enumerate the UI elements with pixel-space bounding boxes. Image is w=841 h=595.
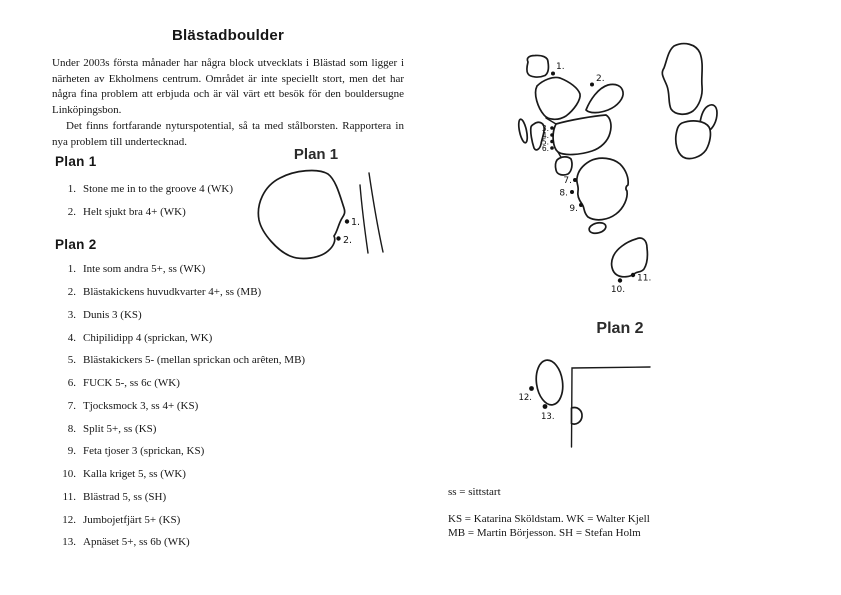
route-marker-dot [550, 126, 554, 130]
plan2-overview-map [498, 28, 733, 303]
route-number: 12. [62, 513, 76, 526]
list-item [52, 463, 382, 486]
route-name: Stone me in to the groove 4 (WK) [83, 182, 233, 195]
route-marker-dot [631, 273, 635, 277]
route-marker-label: 1. [351, 217, 361, 228]
route-name: Blästakickens huvudkvarter 4+, ss (MB) [83, 286, 262, 299]
list-item [52, 372, 382, 395]
route-marker-dot [618, 278, 622, 282]
boulder-outline [588, 221, 607, 235]
route-marker-label: 12. [518, 393, 532, 403]
route-marker-label: 1. [556, 62, 565, 72]
list-item [52, 304, 382, 327]
route-number: 2. [67, 286, 76, 299]
legend [448, 485, 650, 541]
route-marker-dot [570, 190, 574, 194]
plan1-heading: Plan 1 [55, 154, 97, 169]
route-name: Chipilidipp 4 (sprickan, WK) [83, 331, 213, 344]
route-marker-dot [551, 72, 555, 76]
wall-knob [572, 408, 583, 425]
list-item [52, 440, 382, 463]
route-marker-label: 11. [637, 273, 652, 284]
route-number: 3. [67, 308, 76, 321]
route-name: Split 5+, ss (KS) [83, 422, 157, 435]
route-name: Feta tjoser 3 (sprickan, KS) [83, 445, 205, 458]
list-item [52, 531, 382, 554]
route-name: Blästrad 5, ss (SH) [83, 490, 167, 503]
list-item [52, 395, 382, 418]
route-number: 8. [67, 422, 76, 435]
boulder-outline [586, 84, 623, 112]
route-marker-dot [543, 404, 548, 409]
trail-line [369, 173, 383, 252]
intro-paragraph-1: Under 2003s första månader har några block utvecklats i Blästad som ligger i närheten av Ekholmens centrum. Området är inte speciellt stort, men det har några fina problem att erbjuda och är väl värt ett besök för den bouldersugne Linköpingsbon. [52, 57, 404, 117]
route-marker-label: 7. [563, 176, 572, 186]
route-number: 13. [62, 536, 76, 549]
route-number: 9. [67, 445, 76, 458]
route-marker-dot [573, 178, 577, 182]
wall-line [572, 367, 651, 447]
list-item [52, 417, 382, 440]
plan1-map-title: Plan 1 [293, 146, 339, 163]
boulder-outline [536, 77, 581, 119]
list-item [52, 508, 382, 531]
route-marker-label: 8. [559, 188, 568, 199]
route-marker-label: 6. [541, 144, 549, 153]
route-marker-label: 5. [541, 137, 549, 147]
boulder-outline [662, 44, 702, 115]
boulder-outline [533, 358, 565, 406]
route-marker-dot [529, 386, 534, 391]
plan1-map [250, 134, 410, 266]
boulder-outline [258, 171, 344, 259]
route-marker-dot [336, 236, 340, 240]
route-name: FUCK 5-, ss 6c (WK) [83, 377, 180, 390]
route-marker-dot [345, 219, 349, 223]
route-number: 1. [67, 263, 76, 276]
route-number: 10. [62, 468, 76, 481]
legend-initials-2: MB = Martin Börjesson. SH = Stefan Holm [448, 527, 641, 539]
route-marker-dot [550, 133, 554, 137]
page-title: Blästadboulder [172, 27, 284, 44]
boulder-outline [553, 115, 611, 155]
list-item [52, 281, 382, 304]
route-marker-label: 2. [343, 235, 353, 246]
boulder-outline [577, 158, 628, 220]
route-marker-label: 2. [596, 74, 605, 84]
route-name: Tjocksmock 3, ss 4+ (KS) [83, 399, 199, 412]
route-marker-dot [579, 203, 583, 207]
route-marker-dot [550, 140, 554, 144]
legend-sittstart: ss = sittstart [448, 486, 501, 498]
route-marker-dot [550, 146, 554, 150]
list-item [52, 326, 382, 349]
boulder-outline [555, 157, 572, 175]
plan2-route-list [52, 258, 382, 554]
plan2-map-title: Plan 2 [596, 320, 644, 337]
route-number: 2. [67, 206, 76, 219]
route-number: 5. [67, 354, 76, 367]
route-marker-dot [590, 83, 594, 87]
route-number: 1. [67, 182, 76, 195]
plan2-detail-map [512, 312, 662, 457]
list-item [52, 486, 382, 509]
route-name: Dunis 3 (KS) [83, 308, 142, 321]
boulder-outline [676, 121, 711, 159]
boulder-outline [612, 238, 648, 277]
route-name: Kalla kriget 5, ss (WK) [83, 468, 186, 481]
route-marker-label: 13. [541, 412, 555, 422]
route-marker-label: 9. [569, 204, 578, 214]
route-marker-label: 10. [610, 285, 626, 295]
intro-paragraph-2: Det finns fortfarande nyturspotential, så ta med stålborsten. Rapportera in nya problem till undertecknad. [52, 119, 404, 148]
route-number: 4. [67, 331, 76, 344]
route-name: Jumbojetfjärt 5+ (KS) [83, 513, 181, 526]
route-number: 6. [67, 377, 76, 390]
list-item [52, 349, 382, 372]
route-marker-label: 4. [541, 131, 549, 140]
route-name: Blästakickers 5- (mellan sprickan och arêten, MB) [83, 354, 306, 367]
route-name: Inte som andra 5+, ss (WK) [83, 263, 206, 276]
plan2-heading: Plan 2 [55, 237, 97, 252]
boulder-outline [517, 119, 529, 144]
route-marker-label: 3. [541, 124, 549, 133]
route-number: 11. [62, 490, 76, 503]
route-name: Apnäset 5+, ss 6b (WK) [83, 536, 190, 549]
trail-line [360, 185, 368, 253]
route-number: 7. [67, 399, 76, 412]
boulder-outline [527, 55, 549, 77]
legend-initials-1: KS = Katarina Sköldstam. WK = Walter Kjell [448, 512, 650, 525]
route-name: Helt sjukt bra 4+ (WK) [83, 206, 186, 219]
